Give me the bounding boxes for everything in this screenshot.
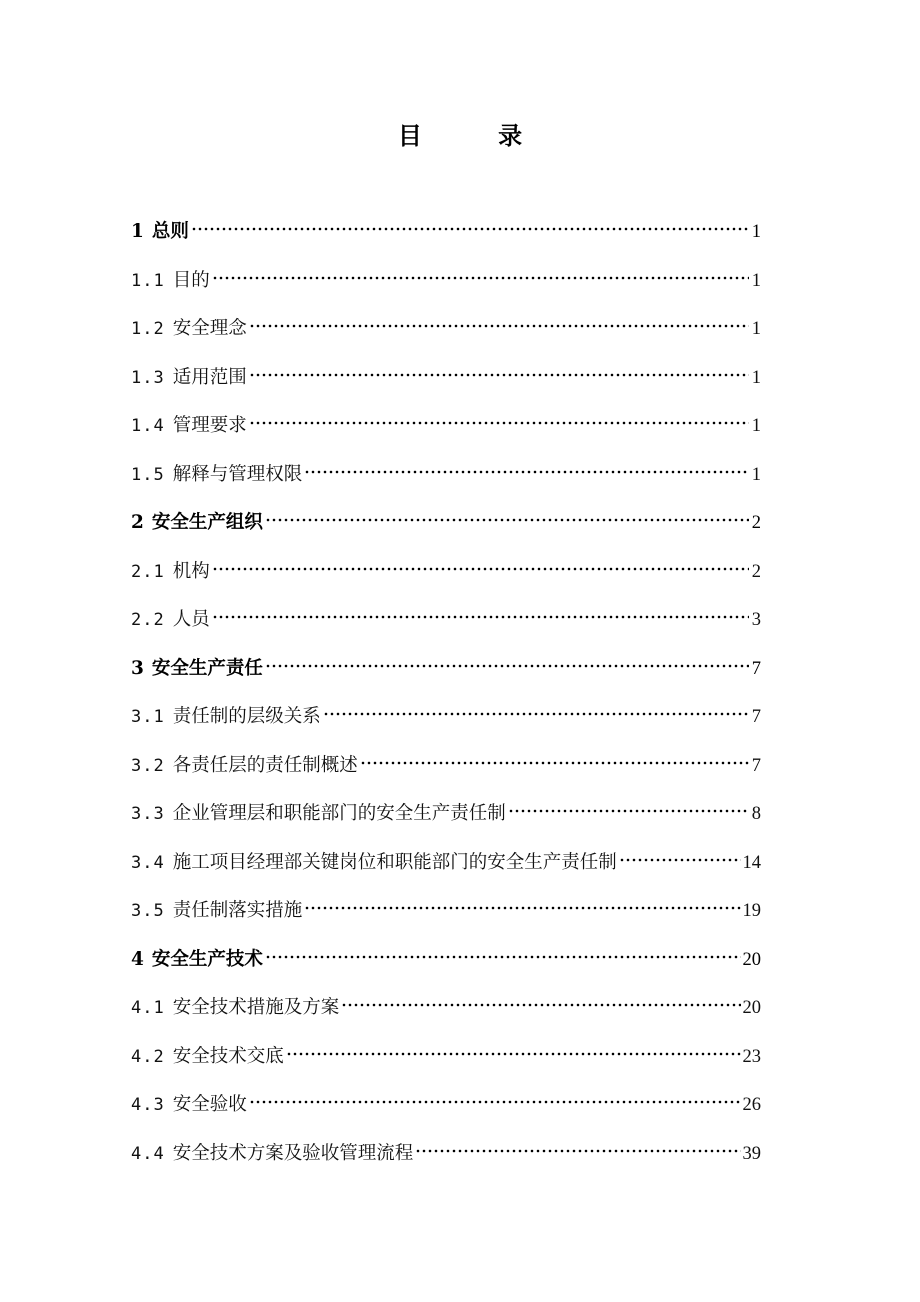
dot-leader (191, 226, 749, 232)
toc-entry-page-number: 14 (742, 852, 761, 873)
toc-entry-page-number: 7 (751, 755, 761, 776)
toc-entry[interactable] (131, 1039, 761, 1088)
toc-entry-title: 管理要求 (172, 415, 247, 436)
toc-entry[interactable] (131, 505, 761, 554)
toc-entry-number: 4.3 (131, 1095, 165, 1115)
dot-leader (619, 857, 741, 863)
toc-entry[interactable] (131, 214, 761, 263)
dot-leader (304, 469, 749, 475)
toc-entry-title: 安全技术交底 (172, 1045, 284, 1067)
toc-entry-number: 2.2 (131, 610, 165, 630)
toc-entry-number: 1.3 (131, 367, 165, 388)
toc-entry-page-number: 2 (751, 561, 761, 582)
dot-leader (212, 614, 749, 620)
toc-entry-number: 2.1 (131, 561, 165, 582)
toc-entry-page-number: 1 (751, 464, 761, 485)
toc-entry-title: 安全理念 (172, 318, 247, 339)
toc-entry[interactable] (131, 457, 761, 506)
toc-entry-title: 适用范围 (172, 366, 247, 388)
toc-entry[interactable] (131, 893, 761, 942)
toc-entry-title: 解释与管理权限 (172, 463, 303, 485)
toc-entry[interactable] (131, 942, 761, 991)
toc-entry[interactable] (131, 845, 761, 894)
toc-entry-number: 2 (131, 512, 144, 533)
toc-entry-number: 3.2 (131, 755, 165, 776)
toc-entry-title: 总则 (151, 221, 189, 242)
toc-entry-page-number: 1 (751, 416, 761, 436)
toc-entry-title: 各责任层的责任制概述 (172, 754, 358, 776)
toc-entry-title: 安全生产技术 (151, 948, 263, 970)
dot-leader (323, 711, 749, 717)
dot-leader (265, 663, 749, 669)
dot-leader (508, 808, 749, 814)
toc-entry-number: 4 (131, 948, 144, 970)
toc-entry-number: 1 (131, 221, 144, 242)
toc-entry-page-number: 20 (742, 998, 761, 1018)
toc-title: 目 录 (397, 121, 557, 150)
toc-entry[interactable] (131, 651, 761, 700)
dot-leader (249, 323, 749, 329)
dot-leader (265, 954, 741, 960)
toc-entry-number: 3.4 (131, 852, 165, 873)
dot-leader (249, 372, 749, 378)
toc-entry-title: 企业管理层和职能部门的安全生产责任制 (172, 803, 506, 824)
toc-entry-page-number: 20 (742, 949, 761, 970)
toc-entry-page-number: 1 (751, 222, 761, 242)
toc-entry-number: 4.1 (131, 998, 165, 1018)
toc-entry-number: 3.1 (131, 707, 165, 727)
toc-entry-page-number: 23 (742, 1046, 761, 1067)
toc-entry[interactable] (131, 602, 761, 651)
toc-entry-title: 人员 (172, 609, 210, 630)
toc-entry-page-number: 3 (751, 610, 761, 630)
toc-entry-page-number: 7 (751, 658, 761, 679)
toc-entry-title: 施工项目经理部关键岗位和职能部门的安全生产责任制 (172, 851, 617, 873)
toc-entry[interactable] (131, 748, 761, 797)
toc-entry[interactable] (131, 699, 761, 748)
toc-entry-title: 责任制的层级关系 (172, 706, 321, 727)
toc-entry-page-number: 1 (751, 270, 761, 291)
dot-leader (249, 420, 749, 426)
toc-entry-title: 责任制落实措施 (172, 900, 303, 921)
toc-entry-page-number: 19 (742, 901, 761, 921)
toc-entry[interactable] (131, 360, 761, 409)
toc-entry[interactable] (131, 311, 761, 360)
toc-entry-title: 目的 (172, 269, 210, 291)
toc-entry[interactable] (131, 796, 761, 845)
toc-entry-number: 1.1 (131, 270, 165, 291)
dot-leader (212, 566, 749, 572)
dot-leader (286, 1051, 741, 1057)
toc-entry[interactable] (131, 1087, 761, 1136)
toc-entry-page-number: 1 (751, 319, 761, 339)
toc-entry[interactable] (131, 1136, 761, 1185)
toc-entry-page-number: 1 (751, 367, 761, 388)
toc-entry-page-number: 26 (742, 1095, 761, 1115)
dot-leader (265, 517, 749, 523)
toc-entry[interactable] (131, 990, 761, 1039)
toc-entry-title: 安全验收 (172, 1094, 247, 1115)
toc-entry-title: 安全技术措施及方案 (172, 997, 340, 1018)
toc-entry[interactable] (131, 408, 761, 457)
toc-entry-number: 1.5 (131, 464, 165, 485)
toc-entry-page-number: 2 (751, 513, 761, 533)
toc-entry-number: 3.5 (131, 901, 165, 921)
toc-entry-number: 4.2 (131, 1046, 165, 1067)
dot-leader (249, 1099, 741, 1105)
toc-entry-title: 安全技术方案及验收管理流程 (172, 1142, 414, 1164)
dot-leader (212, 275, 749, 281)
table-of-contents (131, 214, 761, 1184)
toc-entry-number: 4.4 (131, 1143, 165, 1164)
toc-entry-title: 机构 (172, 560, 210, 582)
toc-entry-title: 安全生产组织 (151, 512, 263, 533)
dot-leader (415, 1148, 740, 1154)
dot-leader (304, 905, 740, 911)
toc-entry-number: 3 (131, 657, 144, 679)
toc-entry-number: 3.3 (131, 804, 165, 824)
toc-entry-page-number: 39 (742, 1143, 761, 1164)
dot-leader (341, 1002, 740, 1008)
toc-entry-number: 1.2 (131, 319, 165, 339)
toc-entry-number: 1.4 (131, 416, 165, 436)
toc-entry-page-number: 7 (751, 707, 761, 727)
dot-leader (360, 760, 749, 766)
toc-entry[interactable] (131, 263, 761, 312)
toc-entry[interactable] (131, 554, 761, 603)
toc-entry-title: 安全生产责任 (151, 657, 263, 679)
toc-entry-page-number: 8 (751, 804, 761, 824)
